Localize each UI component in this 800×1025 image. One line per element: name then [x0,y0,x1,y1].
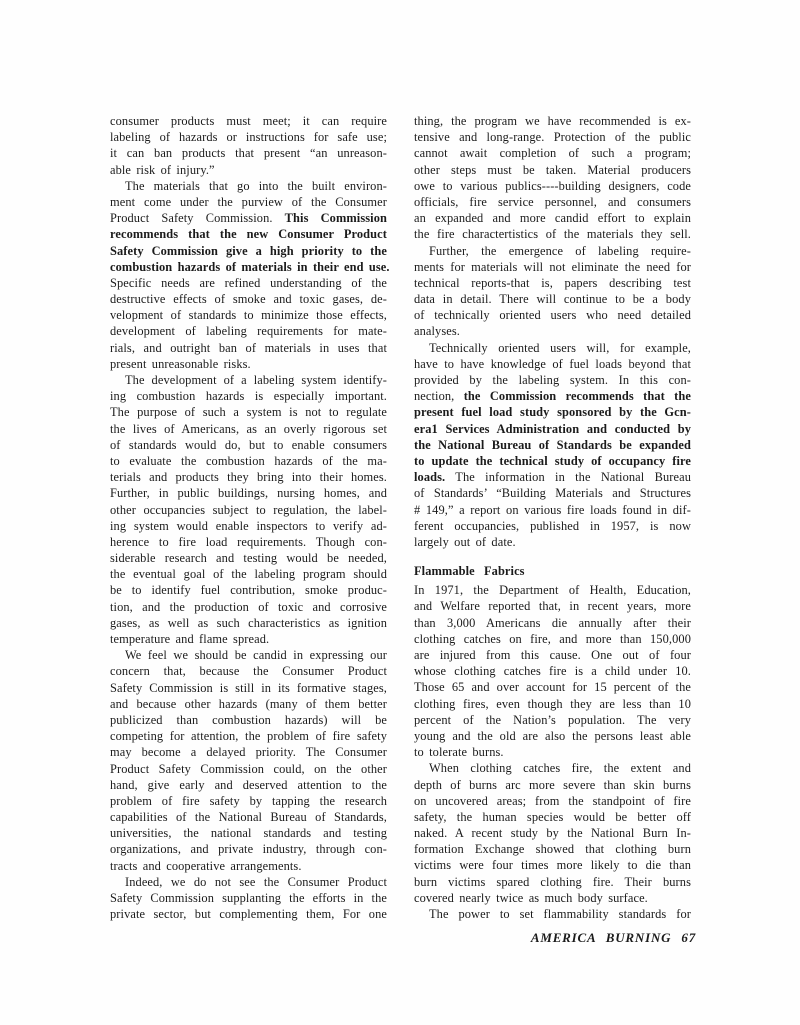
text-line: problem of fire safety by tapping the research [110,793,387,808]
page-footer [531,930,696,946]
text-line: hand, give early and deserved attention to the [110,777,387,792]
text-line: capabilities of the National Bureau of Standards, [110,810,387,825]
text-line: competing for attention, the problem of fire safety [110,729,387,744]
text-line: Product Safety Commission could, on the other [110,761,387,776]
text-line: largely out of date. [414,534,516,549]
text-line: naked. A recent study by the National Burn In- [414,826,691,841]
text-line: Further, in public buildings, nursing homes, and [110,486,387,501]
text-line: young and the old are also the persons least able [414,728,691,743]
text-line: Safety Commission give a high priority to the [110,243,387,258]
text-line: tensive and long-range. Protection of the public [414,130,691,145]
text-line: concern that, because the Consumer Product [110,664,387,679]
page-number: 67 [681,930,696,945]
text-line: combustion hazards of materials in their end use. [110,259,390,274]
text-line: able risk of injury.” [110,162,215,177]
text-line: tracts and cooperative arrangements. [110,858,302,873]
text-line: The development of a labeling system identify- [125,373,387,387]
text-line: herence to fire load requirements. Though con- [110,534,387,549]
text-line: loads. The information in the National Bureau [414,470,691,485]
text-line: than 3,000 Americans die annually after their [414,615,691,630]
text-line: the National Bureau of Standards be expanded [414,437,691,452]
text-line: When clothing catches fire, the extent and [429,761,691,776]
text-line: ing system would enable inspectors to verify ad- [110,518,387,533]
text-line: owe to various publics----building designers, code [414,178,691,193]
text-line: consumer products must meet; it can require [110,114,387,128]
text-line: officials, fire service personnel, and consumers [414,194,691,209]
text-line: the eventual goal of the labeling program should [110,567,387,582]
left-column [110,113,390,922]
text-line: Indeed, we do not see the Consumer Product [125,874,387,889]
text-line: of Standards’ “Building Materials and Structures [414,486,691,501]
text-line: # 149,” a report on various fire loads found in dif- [414,502,691,517]
text-line: universities, the national standards and testing [110,826,387,841]
text-line: to tolerate burns. [414,745,504,760]
text-line: Further, the emergence of labeling require- [429,243,691,258]
text-line: whose clothing catches fire is a child under 10. [414,664,691,679]
text-line: The power to set flammability standards for [429,907,691,921]
text-line: private sector, but complementing them, For one [110,907,387,922]
text-line: present fuel load study sponsored by the Gcn- [414,405,691,420]
text-line: are injured from this cause. One out of four [414,648,691,662]
text-line: covered nearly twice as much body surface. [414,890,648,905]
text-line: tion, and the production of toxic and corrosive [110,599,387,614]
text-line: gases, as well as such characteristics as ignition [110,615,387,630]
text-line: the lives of Americans, as an overly rigorous set [110,421,387,436]
text-line: cannot await completion of such a program; [414,146,691,161]
section-heading: Flammable Fabrics [414,564,525,579]
text-line: and because other hazards (many of them better [110,696,387,711]
text-line: organizations, and private industry, through con- [110,842,387,857]
text-line: on uncovered areas; from the standpoint of fire [414,793,691,808]
text-line: We feel we should be candid in expressing our [125,648,387,663]
text-line: terials and products they bring into their homes. [110,470,387,485]
text-line: it can ban products that present “an unreason- [110,146,387,161]
text-line: depth of burns arc more severe than skin burns [414,777,691,792]
text-line: nection, the Commission recommends that the [414,389,691,404]
text-line: ing combustion hazards is especially important. [110,389,387,404]
text-line: safety, the human species would be better off [414,809,691,824]
text-line: Those 65 and over account for 15 percent of the [414,680,691,695]
text-line: have to have knowledge of fuel loads beyond that [414,356,691,371]
text-line: percent of the Nation’s population. The very [414,712,691,727]
text-line: burn victims spared clothing fire. Their burns [414,874,691,889]
text-line: the fire charactertistics of the materials they sell. [414,227,691,242]
text-line: rials, and outright ban of materials in uses that [110,340,387,355]
text-line: era1 Services Administration and conducted by [414,421,691,436]
text-line: clothing catches on fire, and more than 150,000 [414,631,691,646]
text-line: labeling of hazards or instructions for safe use; [110,130,387,145]
text-line: other occupancies subject to regulation, the label- [110,502,387,517]
text-line: be to identify fuel contribution, smoke produc- [110,583,387,598]
text-line: velopment of standards to minimize those effects, [110,308,387,323]
text-line: The materials that go into the built environ- [125,178,387,193]
text-line: Product Safety Commission. This Commission [110,211,387,226]
text-line: destructive effects of smoke and toxic gases, de- [110,292,387,307]
text-line: development of labeling requirements for mate- [110,324,387,339]
text-line: thing, the program we have recommended is ex- [414,114,691,128]
text-line: ferent occupancies, published in 1957, is now [414,518,691,533]
text-line: formation Exchange showed that clothing burn [414,842,691,857]
text-line: present unreasonable risks. [110,356,251,371]
text-line: may become a delayed priority. The Consumer [110,745,387,760]
text-line: an expanded and more candid effort to explain [414,211,691,226]
text-line: to update the technical study of occupancy fire [414,453,691,468]
text-columns [110,113,691,922]
text-line: of technically oriented users who need detailed [414,308,691,323]
text-line: data in detail. There will continue to be a body [414,292,691,307]
text-line: ment come under the purview of the Consumer [110,194,387,209]
text-line: The purpose of such a system is not to regulate [110,405,387,420]
text-line: technical reports-that is, papers describing test [414,275,691,290]
text-line: clothing fires, even though they are less than 10 [414,696,691,711]
text-line: victims were four times more likely to die than [414,858,691,873]
text-line: of standards would do, but to enable consumers [110,437,387,452]
text-line: analyses. [414,324,460,339]
text-line: provided by the labeling system. In this con- [414,373,691,387]
text-line: temperature and flame spread. [110,632,270,646]
text-line: publicized than combustion hazards) will be [110,712,387,727]
text-line: recommends that the new Consumer Product [110,227,387,242]
text-line: Specific needs are refined understanding of the [110,275,387,290]
text-line: ments for materials will not eliminate the need for [414,259,691,274]
text-line: Technically oriented users will, for example, [429,340,691,355]
text-line: Safety Commission supplanting the efforts in the [110,891,387,905]
text-line: Safety Commission is still in its formative stages, [110,680,387,695]
text-line: siderable research and testing would be needed, [110,551,387,566]
book-title: AMERICA BURNING [530,930,672,945]
text-line: and Welfare reported that, in recent years, more [414,599,691,614]
right-column [414,113,691,922]
text-line: In 1971, the Department of Health, Education, [414,583,691,598]
text-line: to evaluate the combustion hazards of the ma- [110,453,387,468]
text-line: other steps must be taken. Material producers [414,162,691,177]
